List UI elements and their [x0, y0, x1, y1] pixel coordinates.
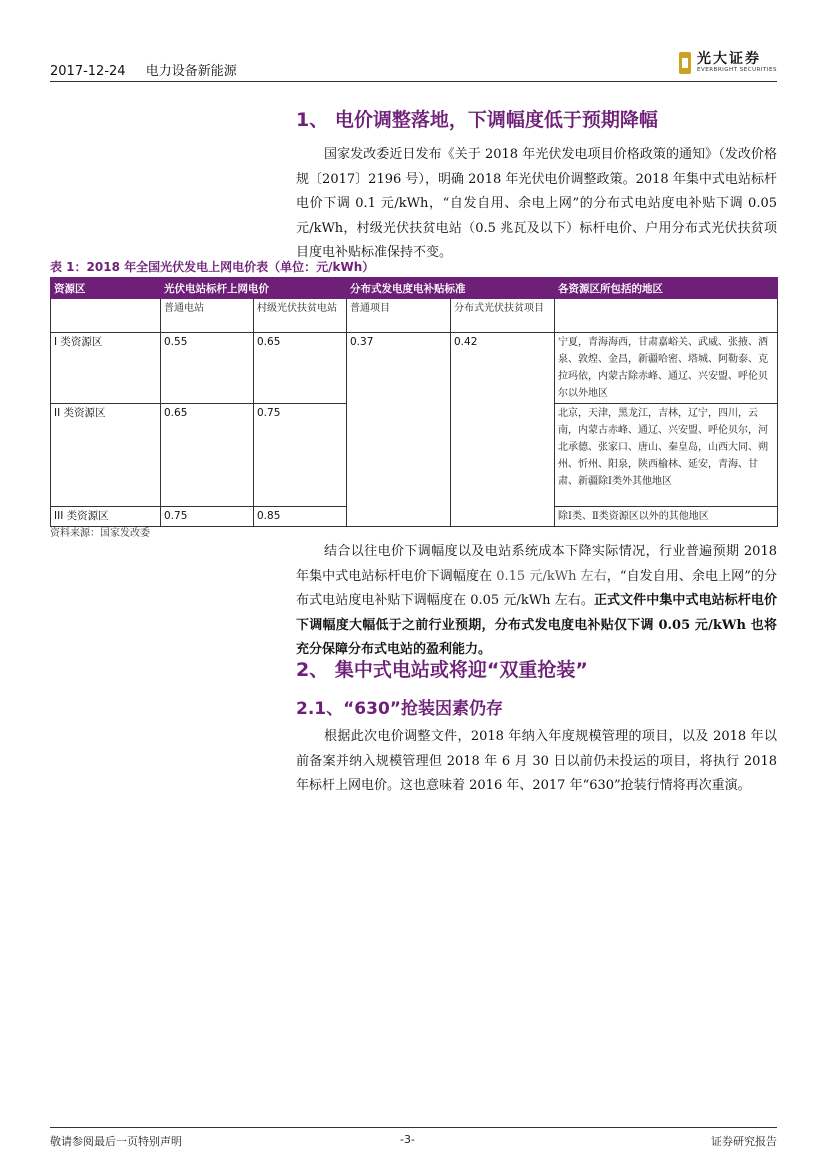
row3-normal: 0.75 [161, 507, 254, 527]
subheader-normal: 普通电站 [161, 299, 254, 333]
logo-name-cn: 光大证券 [697, 51, 762, 68]
dist-normal-value: 0.37 [347, 333, 451, 527]
section1-paragraph: 国家发改委近日发布《关于 2018 年光伏发电项目价格政策的通知》（发改价格规〔2017〕2196 号），明确 2018 年光伏电价调整政策。2018 年集中式电站标杆电价下调 0.1 元/kWh，“自发自用、余电上网”的分布式电站度电补贴下调 0.05 元/kWh，村级光伏扶贫电站（0.5 兆瓦及以下）标杆电价、户用分布式光伏扶贫项目度电补贴标准保持不变。 [296, 147, 777, 260]
analysis-paragraph [296, 540, 777, 663]
header-areas: 各资源区所包括的地区 [555, 278, 778, 299]
logo-mark-icon [679, 52, 691, 74]
analysis-text-bold: 正式文件中集中式电站标杆电价下调幅度大幅低于之前行业预期，分布式发电度电补贴仅下调 0.05 元/kWh 也将充分保障分布式电站的盈利能力。 [296, 593, 777, 657]
analysis-text-gray: 0.15 元/kWh 左右 [492, 568, 607, 584]
analysis-text-1: 结合以往电价下调幅度以及电站系统成本下降实际情况，行业普遍预期 2018 年集中式电站标杆电价下调幅度在 [296, 544, 777, 584]
subheader-empty [51, 299, 161, 333]
header-rule [50, 81, 777, 82]
company-logo [679, 52, 777, 74]
subheader-dist-normal: 普通项目 [347, 299, 451, 333]
table-row [51, 333, 778, 404]
table-subheader-row [51, 299, 778, 333]
row1-normal: 0.55 [161, 333, 254, 404]
row2-poverty: 0.75 [254, 404, 347, 507]
page-number: -3- [400, 1133, 415, 1146]
footer-report-type: 证券研究报告 [711, 1135, 777, 1148]
report-sector: 电力设备新能源 [145, 64, 237, 79]
row1-zone: I 类资源区 [51, 333, 161, 404]
subsection-heading: 2.1、“630”抢装因素仍存 [296, 699, 503, 719]
logo-name-en: EVERBRIGHT SECURITIES [697, 67, 777, 74]
page-header [50, 60, 253, 79]
row3-areas: 除Ⅰ类、Ⅱ类资源区以外的其他地区 [555, 507, 778, 527]
header-zone: 资源区 [51, 278, 161, 299]
row1-areas: 宁夏，青海海西，甘肃嘉峪关、武威、张掖、酒泉、敦煌、金昌，新疆哈密、塔城、阿勒泰、克拉玛依，内蒙古除赤峰、通辽、兴安盟、呼伦贝尔以外地区 [555, 333, 778, 404]
header-subsidy: 分布式发电度电补贴标准 [347, 278, 555, 299]
footer-rule [50, 1127, 777, 1128]
table-source: 资料来源：国家发改委 [50, 528, 150, 539]
row2-normal: 0.65 [161, 404, 254, 507]
row2-areas: 北京，天津，黑龙江，吉林，辽宁，四川，云南，内蒙古赤峰、通辽、兴安盟、呼伦贝尔，河北承德、张家口、唐山、秦皇岛，山西大同、朔州、忻州、阳泉，陕西榆林、延安，青海、甘肃、新疆除Ⅰ类外其他地区 [555, 404, 778, 507]
header-benchmark: 光伏电站标杆上网电价 [161, 278, 347, 299]
section1-heading: 1、 电价调整落地，下调幅度低于预期降幅 [296, 109, 658, 131]
row2-zone: II 类资源区 [51, 404, 161, 507]
row3-poverty: 0.85 [254, 507, 347, 527]
analysis-text-2: ，“自发自用、余电上网”的分布式电站度电补贴下调幅度在 0.05 元/kWh 左右。 [296, 568, 777, 608]
table-header-row [51, 278, 778, 299]
subheader-empty-2 [555, 299, 778, 333]
footer-disclaimer: 敬请参阅最后一页特别声明 [50, 1135, 182, 1148]
section2-heading: 2、 集中式电站或将迎“双重抢装” [296, 659, 588, 681]
subheader-dist-poverty: 分布式光伏扶贫项目 [451, 299, 555, 333]
section2-paragraph: 根据此次电价调整文件，2018 年纳入年度规模管理的项目，以及 2018 年以前备案并纳入规模管理但 2018 年 6 月 30 日以前仍未投运的项目，将执行 2018 年标杆上网电价。这也意味着 2016 年、2017 年“630”抢装行情将再次重演。 [296, 729, 777, 793]
price-table [50, 277, 778, 527]
subheader-poverty: 村级光伏扶贫电站 [254, 299, 347, 333]
dist-poverty-value: 0.42 [451, 333, 555, 527]
row3-zone: III 类资源区 [51, 507, 161, 527]
row1-poverty: 0.65 [254, 333, 347, 404]
report-date: 2017-12-24 [50, 64, 126, 79]
table-title: 表 1：2018 年全国光伏发电上网电价表（单位：元/kWh） [50, 260, 375, 274]
